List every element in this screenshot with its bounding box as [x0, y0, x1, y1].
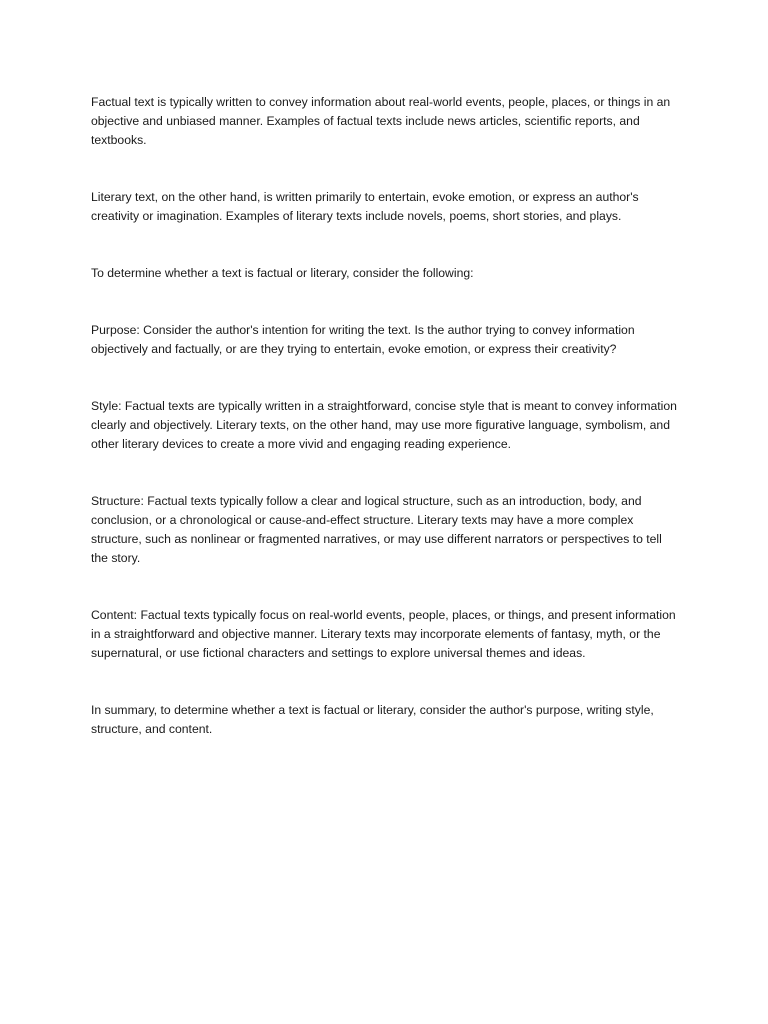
paragraph-summary: In summary, to determine whether a text is factual or literary, consider the author's purpose, writing style, structure, and content.: [91, 703, 654, 736]
paragraph-style: Style: Factual texts are typically written in a straightforward, concise style that is meant to convey information clearly and objectively. Literary texts, on the other hand, may use more figurative language, symbolism, and other literary devices to create a more vivid and engaging reading experience.: [91, 399, 677, 451]
paragraph-content: Content: Factual texts typically focus on real-world events, people, places, or things, and present information in a straightforward and objective manner. Literary texts may incorporate elements of fantasy, myth, or the supernatural, or use fictional characters and settings to explore universal themes and ideas.: [91, 608, 676, 660]
paragraph-purpose: Purpose: Consider the author's intention for writing the text. Is the author trying to convey information objectively and factually, or are they trying to entertain, evoke emotion, or express their creativity?: [91, 323, 635, 356]
document-body: [91, 93, 677, 777]
paragraph-intro-criteria: To determine whether a text is factual or literary, consider the following:: [91, 266, 474, 280]
paragraph-structure: Structure: Factual texts typically follow a clear and logical structure, such as an introduction, body, and conclusion, or a chronological or cause-and-effect structure. Literary texts may have a more complex structure, such as nonlinear or fragmented narratives, or may use different narrators or perspectives to tell the story.: [91, 494, 662, 565]
paragraph-factual-definition: Factual text is typically written to convey information about real-world events, people, places, or things in an objective and unbiased manner. Examples of factual texts include news articles, scientific reports, and textbooks.: [91, 95, 671, 147]
paragraph-literary-definition: Literary text, on the other hand, is written primarily to entertain, evoke emotion, or express an author's creativity or imagination. Examples of literary texts include novels, poems, short stories, and plays.: [91, 190, 639, 223]
